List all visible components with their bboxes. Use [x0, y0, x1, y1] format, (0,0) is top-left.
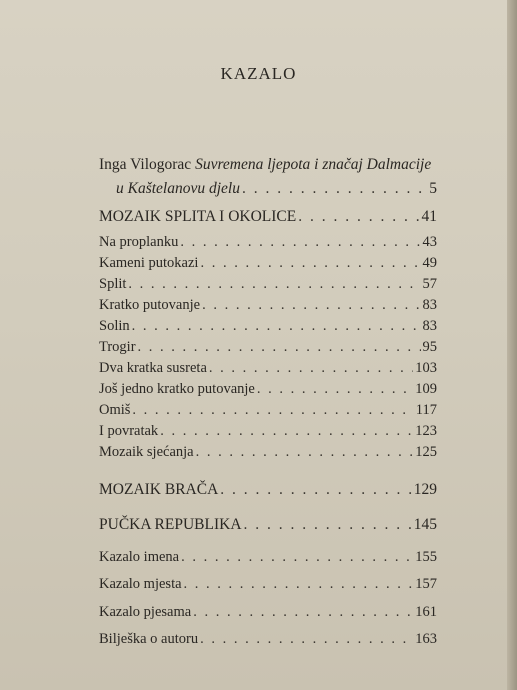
- intro-title-line-1: Suvremena ljepota i značaj Dalmacije: [195, 156, 432, 173]
- toc-entry-pucka-republika: [99, 516, 437, 534]
- toc-label: Bilješka o autoru: [99, 631, 199, 647]
- toc-label: Kazalo mjesta: [99, 576, 182, 592]
- toc-page: 163: [415, 631, 437, 647]
- dot-leader: [244, 516, 412, 534]
- toc-page: 57: [422, 276, 437, 292]
- toc-page: 103: [415, 360, 437, 376]
- dot-leader: [138, 339, 421, 356]
- dot-leader: [128, 276, 420, 293]
- intro-line-1: [99, 156, 431, 174]
- toc-label: Na proplanku: [99, 234, 179, 250]
- toc-page: 83: [422, 297, 437, 313]
- dot-leader: [220, 481, 411, 499]
- toc-label: Kazalo imena: [99, 549, 180, 565]
- toc-entry-split: [99, 276, 437, 293]
- toc-label: Kratko putovanje: [99, 297, 201, 313]
- toc-page: 125: [415, 444, 437, 460]
- intro-author: Inga Vilogorac: [99, 156, 192, 173]
- toc-entry-mozaik-splita: [99, 208, 437, 226]
- toc-label: Omiš: [99, 402, 131, 418]
- toc-page: 161: [415, 604, 437, 620]
- toc-label: Još jedno kratko putovanje: [99, 381, 255, 397]
- toc-page: 129: [413, 481, 437, 498]
- dot-leader: [209, 360, 413, 377]
- dot-leader: [160, 423, 413, 440]
- toc-page: 157: [415, 576, 437, 592]
- dot-leader: [298, 208, 419, 226]
- toc-page: 49: [422, 255, 437, 271]
- dot-leader: [132, 402, 413, 419]
- toc-page: 109: [415, 381, 437, 397]
- toc-label: Kazalo pjesama: [99, 604, 192, 620]
- dot-leader: [200, 631, 413, 648]
- toc-label: Kameni putokazi: [99, 255, 199, 271]
- toc-page: 145: [413, 516, 437, 533]
- toc-entry-solin: [99, 318, 437, 335]
- toc-entry-kazalo-imena: [99, 549, 437, 566]
- toc-label: Mozaik sjećanja: [99, 444, 194, 460]
- toc-entry-mozaik-sjecanja: [99, 444, 437, 461]
- toc-page: 83: [422, 318, 437, 334]
- intro-title-line-2: u Kaštelanovu djelu: [116, 180, 240, 197]
- toc-entry-jos-jedno-kratko-putovanje: [99, 381, 437, 398]
- toc-page: 41: [421, 208, 437, 225]
- intro-line-2: [116, 180, 437, 198]
- dot-leader: [132, 318, 421, 335]
- toc-page: 123: [415, 423, 437, 439]
- toc-entry-i-povratak: [99, 423, 437, 440]
- dot-leader: [242, 180, 427, 198]
- toc-page: 43: [422, 234, 437, 250]
- intro-page: 5: [429, 180, 437, 197]
- toc-label: Trogir: [99, 339, 136, 355]
- toc-label: Solin: [99, 318, 130, 334]
- toc-entry-mozaik-braca: [99, 481, 437, 499]
- toc-label: I povratak: [99, 423, 159, 439]
- toc-label: MOZAIK BRAČA: [99, 481, 219, 498]
- toc-entry-kazalo-mjesta: [99, 576, 437, 593]
- toc-entry-omis: [99, 402, 437, 419]
- toc-entry-biljeska-o-autoru: [99, 631, 437, 648]
- toc-label: Dva kratka susreta: [99, 360, 207, 376]
- page-title: KAZALO: [220, 64, 297, 83]
- dot-leader: [184, 576, 414, 593]
- toc-page: 117: [415, 402, 437, 418]
- toc-page: 155: [415, 549, 437, 565]
- dot-leader: [257, 381, 413, 398]
- toc-page: 95: [422, 339, 437, 355]
- dot-leader: [200, 255, 420, 272]
- dot-leader: [202, 297, 420, 314]
- toc-label: MOZAIK SPLITA I OKOLICE: [99, 208, 297, 225]
- dot-leader: [181, 549, 413, 566]
- toc-entry-trogir: [99, 339, 437, 356]
- toc-entry-kratko-putovanje: [99, 297, 437, 314]
- toc-entry-kazalo-pjesama: [99, 604, 437, 621]
- page-edge: [507, 0, 517, 690]
- toc-label: PUČKA REPUBLIKA: [99, 516, 242, 533]
- dot-leader: [180, 234, 420, 251]
- toc-label: Split: [99, 276, 127, 292]
- toc-entry-dva-kratka-susreta: [99, 360, 437, 377]
- dot-leader: [196, 444, 414, 461]
- toc-entry-na-proplanku: [99, 234, 437, 251]
- dot-leader: [193, 604, 413, 621]
- toc-entry-kameni-putokazi: [99, 255, 437, 272]
